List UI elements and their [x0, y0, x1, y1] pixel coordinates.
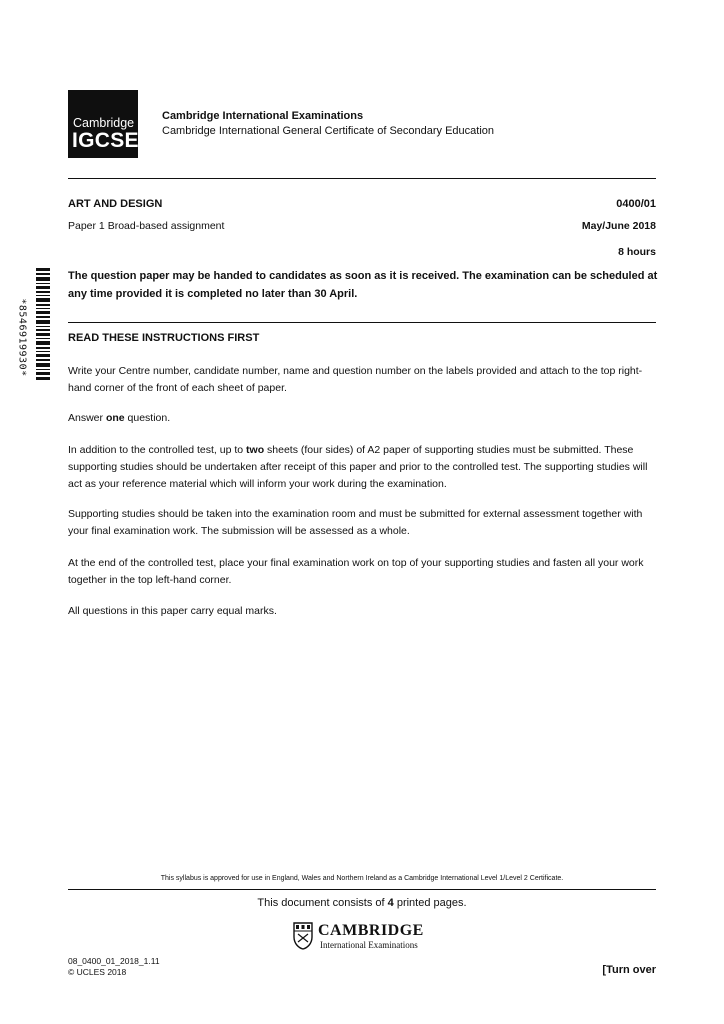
logo-cambridge-text: Cambridge [73, 116, 135, 130]
p3-before: In addition to the controlled test, up to [68, 444, 247, 456]
cambridge-wordmark-sub: International Examinations [320, 940, 418, 950]
org-name: Cambridge International Examinations [162, 110, 364, 122]
p2-before: Answer [68, 412, 106, 424]
turn-over-label: [Turn over [602, 964, 656, 976]
instruction-paragraph-1: Write your Centre number, candidate number, name and question number on the labels provided and attach to the top right-hand corner of the front of each sheet of paper. [68, 365, 643, 394]
exam-duration: 8 hours [618, 246, 656, 258]
instruction-paragraph-2 [68, 410, 658, 427]
paper-code: 0400/01 [616, 198, 656, 210]
p3-after: sheets (four sides) of A2 paper of supporting studies must be submitted. These supporting studies should be undertaken after receipt of this paper and prior to the controlled test. The supporting studies will act as your reference material which will inform your work during the examination. [68, 444, 648, 490]
footer-divider [68, 889, 656, 890]
paper-title: Paper 1 Broad-based assignment [68, 220, 225, 232]
candidate-barcode [36, 268, 58, 380]
p3-bold: two [246, 444, 265, 456]
cambridge-crest-icon [293, 922, 313, 950]
igcse-logo [68, 90, 138, 158]
copyright: © UCLES 2018 [68, 967, 127, 977]
logo-igcse-text: IGCSE [72, 129, 139, 152]
exam-session: May/June 2018 [581, 220, 656, 232]
instruction-paragraph-6: All questions in this paper carry equal marks. [68, 605, 277, 617]
p2-after: question. [124, 412, 171, 424]
instructions-heading: READ THESE INSTRUCTIONS FIRST [68, 332, 260, 344]
org-subtitle: Cambridge International General Certificate of Secondary Education [162, 125, 495, 137]
barcode-number: *8546919930* [16, 298, 28, 377]
instructions-divider [68, 322, 656, 323]
subject-title: ART AND DESIGN [68, 198, 163, 210]
document-code: 08_0400_01_2018_1.11 [68, 956, 160, 966]
p2-bold: one [105, 412, 125, 424]
page-count-note [0, 897, 724, 909]
document-reference [68, 956, 160, 978]
header-divider [68, 178, 656, 179]
page-count: 4 [387, 897, 394, 909]
instruction-paragraph-5: At the end of the controlled test, place your final examination work on top of your supporting studies and fasten all your work together in the top left-hand corner. [68, 557, 644, 586]
consists-after: printed pages. [393, 897, 467, 909]
instruction-paragraph-4: Supporting studies should be taken into the examination room and must be submitted for external assessment together with your final examination work. The submission will be assessed as a whole. [68, 508, 643, 537]
syllabus-note: This syllabus is approved for use in England, Wales and Northern Ireland as a Cambridge International Level 1/Level 2 Certificate. [160, 875, 564, 882]
handout-notice: The question paper may be handed to candidates as soon as it is received. The examination can be scheduled at any time provided it is completed no later than 30 April. [68, 270, 658, 300]
cambridge-wordmark: CAMBRIDGE [318, 922, 424, 939]
instruction-paragraph-3 [68, 442, 658, 493]
consists-before: This document consists of [257, 897, 388, 909]
